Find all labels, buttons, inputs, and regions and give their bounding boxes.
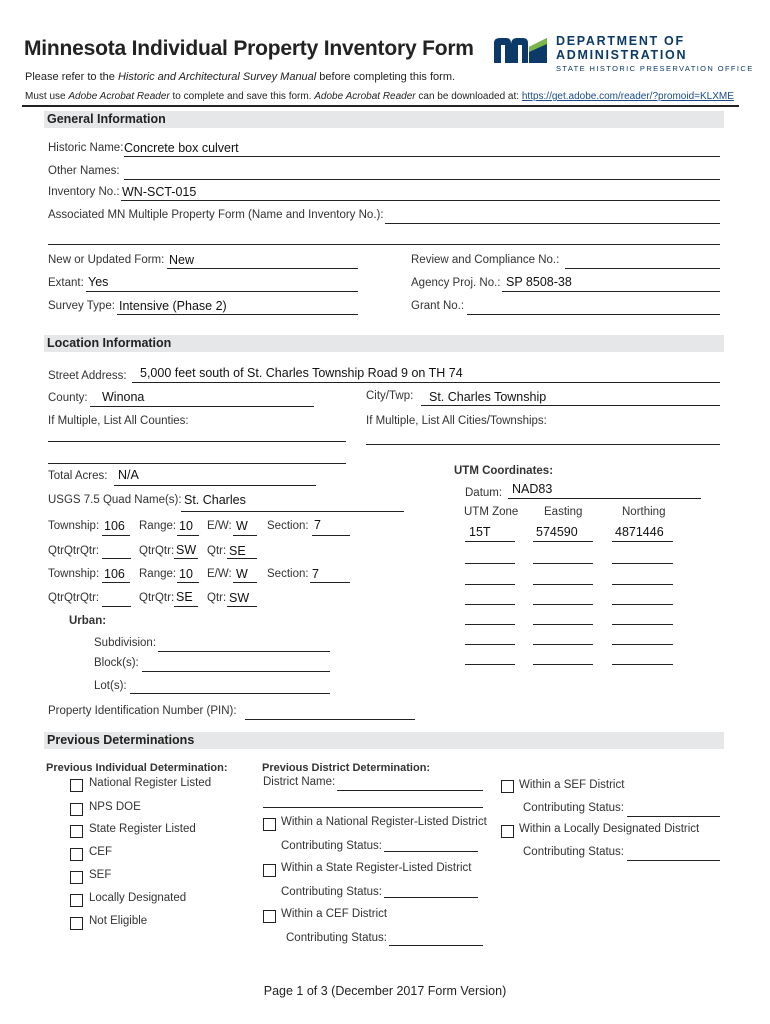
section-label: Section:	[267, 520, 309, 532]
township-label: Township:	[48, 520, 100, 532]
qq-label-2: QtrQtr:	[139, 592, 175, 604]
historic-name-field[interactable]: Concrete box culvert	[124, 141, 239, 155]
township-field[interactable]: 106	[104, 519, 125, 533]
subdivision-label: Subdivision:	[94, 637, 157, 649]
agency-proj-field[interactable]: SP 8508-38	[506, 275, 572, 289]
easting-field[interactable]: 574590	[536, 525, 578, 539]
grant-no-label: Grant No.:	[411, 300, 465, 312]
intro-text: Please refer to the Historic and Architectural Survey Manual before completing this form.	[25, 71, 456, 83]
inventory-no-label: Inventory No.:	[48, 186, 120, 198]
utm-empty-field[interactable]	[465, 624, 515, 625]
ew-label: E/W:	[207, 520, 232, 532]
new-updated-label: New or Updated Form:	[48, 254, 165, 266]
qq-label: QtrQtr:	[139, 545, 175, 557]
total-acres-label: Total Acres:	[48, 470, 108, 482]
contributing-field-sef[interactable]	[627, 816, 720, 817]
utm-empty-field[interactable]	[612, 624, 673, 625]
qqq-field[interactable]	[102, 558, 131, 559]
utm-empty-field[interactable]	[465, 644, 515, 645]
section-field-2[interactable]: 7	[312, 567, 319, 581]
qqq-field-2[interactable]	[102, 606, 131, 607]
individual-option-label: CEF	[89, 846, 112, 858]
section-general-information: General Information	[44, 111, 724, 128]
contributing-label-local: Contributing Status:	[523, 846, 625, 858]
northing-field[interactable]: 4871446	[615, 525, 664, 539]
mpf-field[interactable]	[385, 223, 720, 224]
utm-empty-field[interactable]	[612, 664, 673, 665]
township-field-2[interactable]: 106	[104, 567, 125, 581]
multi-counties-field[interactable]	[48, 441, 346, 442]
multi-cities-label: If Multiple, List All Cities/Townships:	[366, 415, 547, 427]
contributing-label-state: Contributing Status:	[281, 886, 383, 898]
mn-state-logo-icon	[492, 35, 549, 65]
district-heading: Previous District Determination:	[262, 762, 431, 774]
county-field[interactable]: Winona	[102, 390, 145, 404]
range-label: Range:	[139, 520, 177, 532]
urban-label: Urban:	[69, 615, 107, 627]
utm-empty-field[interactable]	[533, 624, 593, 625]
individual-option-checkbox[interactable]	[70, 894, 83, 907]
header-divider	[22, 105, 739, 107]
easting-header: Easting	[544, 506, 583, 518]
subdivision-field[interactable]	[158, 651, 330, 652]
blocks-label: Block(s):	[94, 657, 139, 669]
city-twp-field[interactable]: St. Charles Township	[429, 390, 547, 404]
qqq-label-2: QtrQtrQtr:	[48, 592, 100, 604]
contributing-field-cef[interactable]	[389, 945, 483, 946]
cef-district-checkbox[interactable]	[263, 910, 276, 923]
page-footer: Page 1 of 3 (December 2017 Form Version)	[263, 984, 507, 998]
utm-zone-header: UTM Zone	[464, 506, 519, 518]
review-compliance-field[interactable]	[565, 268, 720, 269]
qtr-label-2: Qtr:	[207, 592, 227, 604]
total-acres-field[interactable]: N/A	[118, 468, 139, 482]
district-name-field-line2[interactable]	[263, 807, 483, 808]
contributing-field-local[interactable]	[627, 860, 720, 861]
pin-field[interactable]	[245, 719, 415, 720]
section-previous-determinations: Previous Determinations	[44, 732, 724, 749]
local-district-checkbox[interactable]	[501, 825, 514, 838]
utm-empty-field[interactable]	[533, 584, 593, 585]
contributing-label-cef: Contributing Status:	[286, 932, 388, 944]
qtr-field[interactable]: SE	[229, 544, 246, 558]
multi-counties-field-line2[interactable]	[48, 463, 346, 464]
qq-field-2[interactable]: SE	[176, 590, 193, 604]
individual-heading: Previous Individual Determination:	[46, 762, 228, 774]
utm-zone-field[interactable]: 15T	[469, 525, 491, 539]
section-field[interactable]: 7	[314, 518, 321, 532]
qqq-label: QtrQtrQtr:	[48, 545, 100, 557]
northing-header: Northing	[622, 506, 666, 518]
individual-option-checkbox[interactable]	[70, 779, 83, 792]
usgs-quad-field[interactable]: St. Charles	[184, 493, 246, 507]
acrobat-notice: Must use Adobe Acrobat Reader to complete and save this form. Adobe Acrobat Reader can be downloaded at: https://get.adobe.com/reader/?promoid=KLXME	[25, 91, 734, 102]
township-label-2: Township:	[48, 568, 100, 580]
street-address-field[interactable]: 5,000 feet south of St. Charles Township Road 9 on TH 74	[140, 366, 463, 380]
cef-district-label: Within a CEF District	[281, 908, 388, 920]
nr-district-label: Within a National Register-Listed District	[281, 816, 487, 828]
lots-field[interactable]	[130, 693, 330, 694]
utm-empty-field[interactable]	[465, 563, 515, 564]
contributing-field-state[interactable]	[384, 897, 478, 898]
individual-option-checkbox[interactable]	[70, 871, 83, 884]
contributing-label-nr: Contributing Status:	[281, 840, 383, 852]
individual-option-label: NPS DOE	[89, 801, 141, 813]
individual-option-label: Locally Designated	[89, 892, 187, 904]
mpf-label: Associated MN Multiple Property Form (Name and Inventory No.):	[48, 209, 384, 221]
sef-district-checkbox[interactable]	[501, 780, 514, 793]
page-title: Minnesota Individual Property Inventory Form	[24, 37, 474, 60]
qtr-label: Qtr:	[207, 545, 227, 557]
utm-empty-field[interactable]	[533, 664, 593, 665]
street-address-label: Street Address:	[48, 370, 127, 382]
mpf-field-line2[interactable]	[48, 244, 720, 245]
range-field[interactable]: 10	[179, 519, 193, 533]
utm-empty-field[interactable]	[612, 563, 673, 564]
contributing-field-nr[interactable]	[384, 851, 478, 852]
individual-option-label: State Register Listed	[89, 823, 196, 835]
new-updated-field[interactable]: New	[169, 253, 195, 267]
grant-no-field[interactable]	[467, 314, 720, 315]
county-label: County:	[48, 392, 88, 404]
survey-type-label: Survey Type:	[48, 300, 115, 312]
inventory-no-field[interactable]: WN-SCT-015	[122, 185, 197, 199]
utm-empty-field[interactable]	[612, 644, 673, 645]
section-label-2: Section:	[267, 568, 309, 580]
state-district-checkbox[interactable]	[263, 864, 276, 877]
state-district-label: Within a State Register-Listed District	[281, 862, 472, 874]
nr-district-checkbox[interactable]	[263, 818, 276, 831]
adobe-download-link[interactable]: https://get.adobe.com/reader/?promoid=KLXME	[521, 91, 734, 102]
datum-label: Datum:	[465, 487, 503, 499]
logo-text-line3: STATE HISTORIC PRESERVATION OFFICE	[556, 64, 754, 73]
utm-empty-field[interactable]	[533, 563, 593, 564]
range-label-2: Range:	[139, 568, 177, 580]
city-twp-label: City/Twp:	[366, 390, 414, 402]
utm-heading: UTM Coordinates:	[454, 465, 554, 477]
blocks-field[interactable]	[142, 671, 330, 672]
agency-proj-label: Agency Proj. No.:	[411, 277, 501, 289]
other-names-label: Other Names:	[48, 165, 120, 177]
utm-empty-field[interactable]	[465, 584, 515, 585]
other-names-field[interactable]	[124, 179, 720, 180]
local-district-label: Within a Locally Designated District	[519, 823, 700, 835]
pin-label: Property Identification Number (PIN):	[48, 705, 237, 717]
individual-option-checkbox[interactable]	[70, 825, 83, 838]
utm-empty-field[interactable]	[612, 604, 673, 605]
sef-district-label: Within a SEF District	[519, 779, 625, 791]
ew-field-2[interactable]: W	[236, 567, 248, 581]
district-name-field[interactable]	[337, 790, 483, 791]
individual-option-checkbox[interactable]	[70, 848, 83, 861]
district-name-label: District Name:	[263, 776, 336, 788]
individual-option-label: SEF	[89, 869, 112, 881]
logo-text-line2: ADMINISTRATION	[556, 48, 688, 62]
datum-field[interactable]: NAD83	[512, 482, 553, 496]
individual-option-checkbox[interactable]	[70, 803, 83, 816]
review-compliance-label: Review and Compliance No.:	[411, 254, 560, 266]
utm-empty-field[interactable]	[465, 664, 515, 665]
logo-text-line1: DEPARTMENT OF	[556, 34, 685, 48]
ew-label-2: E/W:	[207, 568, 232, 580]
contributing-label-sef: Contributing Status:	[523, 802, 625, 814]
survey-type-field[interactable]: Intensive (Phase 2)	[119, 299, 227, 313]
utm-empty-field[interactable]	[465, 604, 515, 605]
utm-empty-field[interactable]	[612, 584, 673, 585]
utm-empty-field[interactable]	[533, 604, 593, 605]
lots-label: Lot(s):	[94, 680, 127, 692]
individual-option-checkbox[interactable]	[70, 917, 83, 930]
individual-option-label: Not Eligible	[89, 915, 148, 927]
qtr-field-2[interactable]: SW	[229, 591, 250, 605]
multi-counties-label: If Multiple, List All Counties:	[48, 415, 189, 427]
range-field-2[interactable]: 10	[179, 567, 193, 581]
utm-empty-field[interactable]	[533, 644, 593, 645]
multi-cities-field[interactable]	[366, 444, 720, 445]
qq-field[interactable]: SW	[176, 543, 197, 557]
usgs-quad-label: USGS 7.5 Quad Name(s):	[48, 494, 182, 506]
individual-option-label: National Register Listed	[89, 777, 212, 789]
ew-field[interactable]: W	[236, 519, 248, 533]
extant-field[interactable]: Yes	[88, 275, 109, 289]
extant-label: Extant:	[48, 277, 84, 289]
historic-name-label: Historic Name:	[48, 142, 124, 154]
section-location-information: Location Information	[44, 335, 724, 352]
